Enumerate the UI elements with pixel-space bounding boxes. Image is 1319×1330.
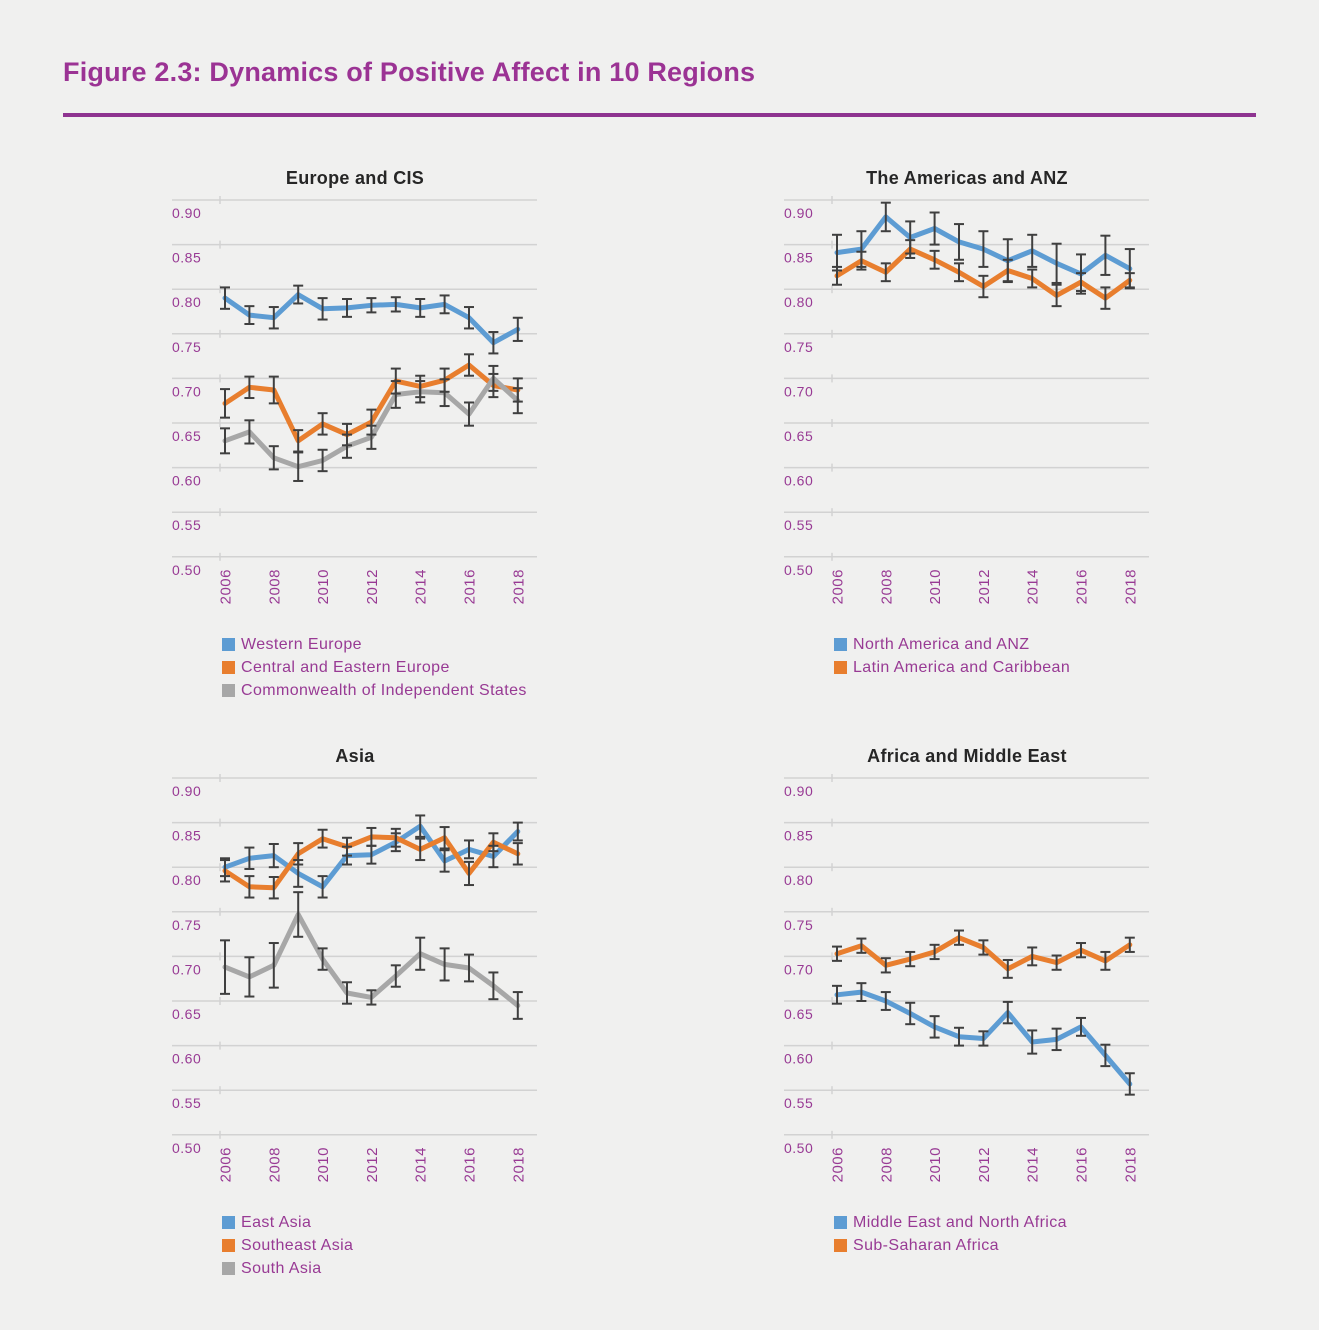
title-rule: [63, 113, 1256, 117]
y-tick-label: 0.50: [784, 561, 814, 578]
y-tick-label: 0.70: [784, 383, 814, 400]
x-tick-label: 2018: [510, 569, 528, 605]
x-tick-label: 2010: [315, 569, 333, 605]
x-tick-label: 2014: [1024, 569, 1042, 605]
figure-title: Figure 2.3: Dynamics of Positive Affect in 10 Regions: [63, 57, 756, 87]
x-tick-label: 2010: [927, 1147, 945, 1183]
y-tick-label: 0.90: [784, 205, 814, 221]
x-tick-label: 2016: [1073, 1147, 1091, 1183]
legend-label: North America and ANZ: [853, 635, 1030, 653]
y-tick-label: 0.90: [172, 205, 202, 221]
y-tick-label: 0.85: [784, 827, 814, 844]
x-tick-label: 2006: [217, 1147, 235, 1183]
y-tick-label: 0.80: [172, 872, 202, 889]
legend-item: [222, 636, 527, 653]
y-tick-label: 0.80: [784, 294, 814, 311]
x-tick-label: 2014: [1024, 1147, 1042, 1183]
legend-label: Sub-Saharan Africa: [853, 1236, 999, 1254]
x-tick-label: 2016: [1073, 569, 1091, 605]
y-tick-label: 0.60: [172, 1050, 202, 1067]
chart-europe-cis: [160, 168, 560, 728]
legend-label: Central and Eastern Europe: [241, 658, 450, 676]
legend-item: [222, 682, 527, 699]
legend-swatch-gray-icon: [222, 1262, 235, 1275]
x-tick-label: 2010: [927, 569, 945, 605]
y-tick-label: 0.90: [172, 783, 202, 799]
chart-asia: [160, 746, 560, 1306]
y-tick-label: 0.55: [172, 1095, 202, 1112]
legend-swatch-blue-icon: [834, 638, 847, 651]
x-tick-label: 2006: [829, 1147, 847, 1183]
legend-label: East Asia: [241, 1213, 312, 1231]
legend-swatch-orange-icon: [834, 661, 847, 674]
y-tick-label: 0.70: [172, 961, 202, 978]
x-tick-label: 2016: [461, 569, 479, 605]
legend-label: Commonwealth of Independent States: [241, 681, 527, 699]
y-tick-label: 0.50: [172, 1139, 202, 1156]
x-tick-label: 2008: [878, 1147, 896, 1183]
y-tick-label: 0.65: [784, 1006, 814, 1022]
x-tick-label: 2012: [363, 569, 381, 605]
chart-americas-anz: [772, 168, 1172, 728]
x-tick-label: 2010: [315, 1147, 333, 1183]
chart-plot-asia: [160, 768, 560, 1208]
y-tick-label: 0.80: [172, 294, 202, 311]
x-tick-label: 2006: [217, 569, 235, 605]
x-tick-label: 2006: [829, 569, 847, 605]
y-tick-label: 0.50: [784, 1139, 814, 1156]
legend-swatch-gray-icon: [222, 684, 235, 697]
legend-asia: [222, 1214, 353, 1277]
legend-africa-middle-east: [834, 1214, 1067, 1254]
legend-label: South Asia: [241, 1259, 322, 1277]
legend-label: Southeast Asia: [241, 1236, 354, 1254]
legend-label: Latin America and Caribbean: [853, 658, 1071, 676]
x-tick-label: 2018: [510, 1147, 528, 1183]
y-tick-label: 0.65: [172, 1006, 202, 1022]
y-tick-label: 0.85: [784, 249, 814, 266]
x-tick-label: 2014: [412, 569, 430, 605]
y-tick-label: 0.75: [784, 338, 814, 355]
x-tick-label: 2014: [412, 1147, 430, 1183]
y-tick-label: 0.60: [172, 472, 202, 489]
chart-plot-americas-anz: [772, 190, 1172, 630]
legend-europe-cis: [222, 636, 527, 699]
chart-plot-africa-middle-east: [772, 768, 1172, 1208]
chart-plot-europe-cis: [160, 190, 560, 630]
legend-item: [834, 636, 1070, 653]
x-tick-label: 2008: [878, 569, 896, 605]
y-tick-label: 0.75: [784, 916, 814, 933]
legend-swatch-orange-icon: [834, 1239, 847, 1252]
legend-label: Western Europe: [241, 635, 362, 653]
legend-item: [834, 1237, 1067, 1254]
y-tick-label: 0.75: [172, 916, 202, 933]
y-tick-label: 0.65: [784, 428, 814, 444]
legend-item: [222, 1260, 353, 1277]
chart-title: Asia: [335, 746, 375, 766]
chart-africa-middle-east: [772, 746, 1172, 1306]
legend-swatch-blue-icon: [834, 1216, 847, 1229]
legend-item: [834, 659, 1070, 676]
y-tick-label: 0.85: [172, 249, 202, 266]
y-tick-label: 0.55: [784, 517, 814, 534]
x-tick-label: 2018: [1122, 1147, 1140, 1183]
x-tick-label: 2012: [975, 569, 993, 605]
x-tick-label: 2012: [363, 1147, 381, 1183]
legend-swatch-orange-icon: [222, 1239, 235, 1252]
legend-item: [222, 659, 527, 676]
chart-title: Europe and CIS: [285, 168, 425, 188]
y-tick-label: 0.85: [172, 827, 202, 844]
legend-swatch-blue-icon: [222, 1216, 235, 1229]
y-tick-label: 0.55: [784, 1095, 814, 1112]
y-tick-label: 0.55: [172, 517, 202, 534]
x-tick-label: 2008: [266, 569, 284, 605]
x-tick-label: 2018: [1122, 569, 1140, 605]
x-tick-label: 2012: [975, 1147, 993, 1183]
legend-swatch-orange-icon: [222, 661, 235, 674]
legend-item: [222, 1214, 353, 1231]
x-tick-label: 2016: [461, 1147, 479, 1183]
legend-item: [834, 1214, 1067, 1231]
y-tick-label: 0.90: [784, 783, 814, 799]
x-tick-label: 2008: [266, 1147, 284, 1183]
legend-label: Middle East and North Africa: [853, 1213, 1067, 1231]
y-tick-label: 0.50: [172, 561, 202, 578]
y-tick-label: 0.60: [784, 472, 814, 489]
y-tick-label: 0.75: [172, 338, 202, 355]
y-tick-label: 0.65: [172, 428, 202, 444]
chart-title: The Americas and ANZ: [866, 168, 1068, 188]
legend-item: [222, 1237, 353, 1254]
y-tick-label: 0.70: [784, 961, 814, 978]
legend-americas-anz: [834, 636, 1070, 676]
y-tick-label: 0.80: [784, 872, 814, 889]
legend-swatch-blue-icon: [222, 638, 235, 651]
y-tick-label: 0.70: [172, 383, 202, 400]
y-tick-label: 0.60: [784, 1050, 814, 1067]
chart-title: Africa and Middle East: [867, 746, 1067, 766]
